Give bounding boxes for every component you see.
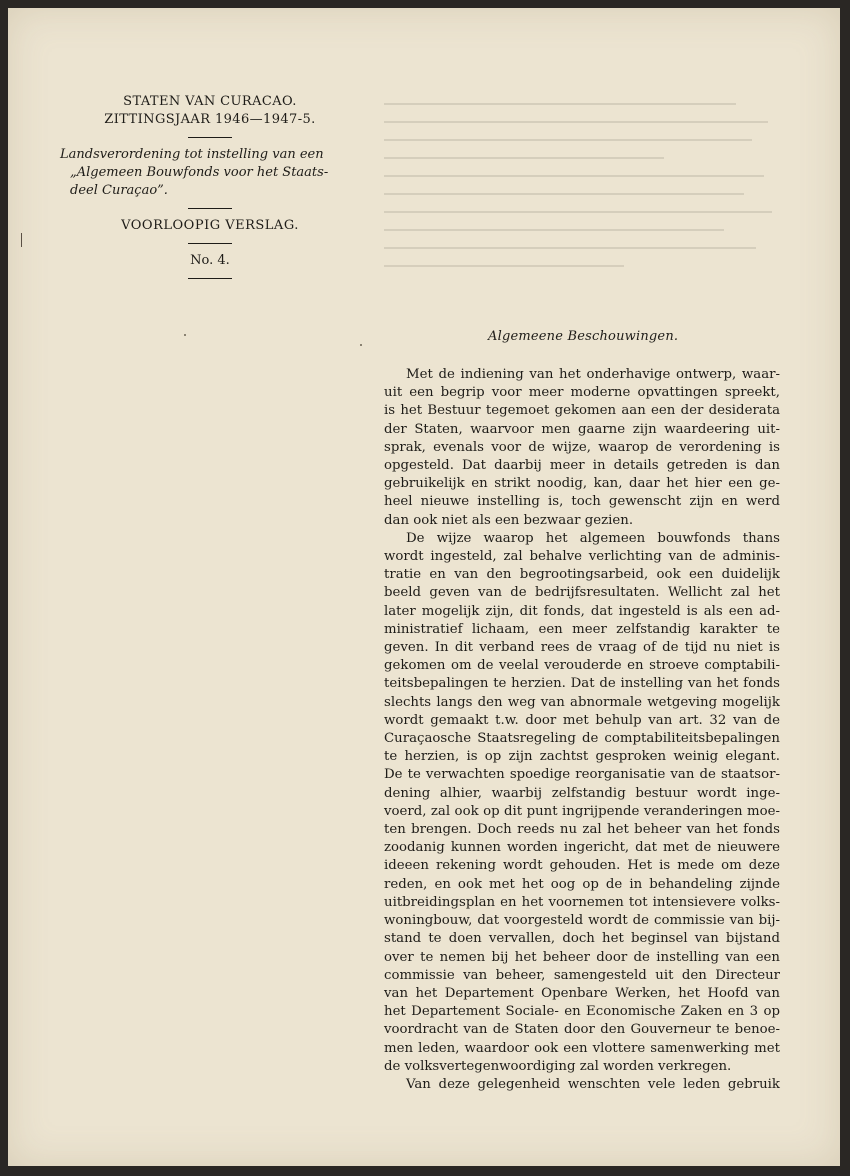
body-line: De wijze waarop het algemeen bouwfonds thans bbox=[406, 530, 780, 546]
divider-rule bbox=[188, 278, 232, 279]
body-line: sprak, evenals voor de wijze, waarop de verordening is bbox=[384, 439, 780, 455]
body-line: later mogelijk zijn, dit fonds, dat ingesteld is als een ad- bbox=[384, 603, 780, 619]
body-line: Met de indiening van het onderhavige ontwerp, waar- bbox=[406, 367, 780, 382]
body-line: der Staten, waarvoor men gaarne zijn waardeering uit- bbox=[384, 421, 780, 437]
divider-rule bbox=[188, 208, 232, 209]
body-line: voerd, zal ook op dit punt ingrijpende veranderingen moe- bbox=[384, 803, 780, 819]
body-line: De te verwachten spoedige reorganisatie van de staatsor- bbox=[384, 767, 780, 783]
body-line: het Departement Sociale- en Economische Zaken en 3 op bbox=[384, 1004, 780, 1020]
divider-rule bbox=[188, 243, 232, 244]
margin-mark bbox=[21, 233, 22, 247]
body-line: Van deze gelegenheid wenschten vele leden gebruik bbox=[406, 1076, 780, 1092]
document-header-block bbox=[60, 93, 360, 287]
body-line: Curaçaosche Staatsregeling de comptabiliteitsbepalingen bbox=[384, 731, 780, 747]
body-line: slechts langs den weg van abnormale wetgeving mogelijk bbox=[384, 694, 780, 710]
header-staten: STATEN VAN CURACAO. bbox=[123, 94, 297, 109]
body-line: heel nieuwe instelling is, toch gewenscht zijn en werd bbox=[384, 494, 780, 510]
body-line: zoodanig kunnen worden ingericht, dat met de nieuwere bbox=[384, 840, 780, 856]
paper-speck bbox=[360, 344, 362, 346]
body-line: ideeen rekening wordt gehouden. Het is mede om deze bbox=[384, 858, 780, 874]
body-line: woningbouw, dat voorgesteld wordt de commissie van bij- bbox=[384, 913, 780, 929]
body-line: stand te doen vervallen, doch het beginsel van bijstand bbox=[384, 931, 780, 947]
subject-line: „Algemeen Bouwfonds voor het Staats- bbox=[70, 165, 329, 180]
body-line: commissie van beheer, samengesteld uit den Directeur bbox=[384, 967, 780, 983]
body-line: van het Departement Openbare Werken, het Hoofd van bbox=[384, 985, 780, 1001]
body-line: ten brengen. Doch reeds nu zal het beheer van het fonds bbox=[384, 822, 780, 838]
paper-speck bbox=[184, 334, 186, 336]
body-line: men leden, waardoor ook een vlottere samenwerking met bbox=[384, 1040, 780, 1056]
body-line: gebruikelijk en strikt noodig, kan, daar het hier een ge- bbox=[384, 476, 780, 492]
subject-title bbox=[60, 146, 360, 200]
body-line: beeld geven van de bedrijfsresultaten. Wellicht zal het bbox=[384, 585, 780, 601]
body-line: uit een begrip voor meer moderne opvattingen spreekt, bbox=[384, 385, 780, 401]
section-heading: Algemeene Beschouwingen. bbox=[488, 329, 679, 344]
body-line: wordt gemaakt t.w. door met behulp van art. 32 van de bbox=[384, 712, 780, 728]
body-line: dan ook niet als een bezwaar gezien. bbox=[384, 512, 634, 528]
subject-line: deel Curaçao”. bbox=[70, 183, 168, 198]
body-line: de volksvertegenwoordiging zal worden verkregen. bbox=[384, 1058, 732, 1074]
report-type: VOORLOOPIG VERSLAG. bbox=[121, 218, 299, 233]
body-line: reden, en ook met het oog op de in behandeling zijnde bbox=[384, 876, 780, 892]
body-line: voordracht van de Staten door den Gouverneur te benoe- bbox=[384, 1022, 780, 1038]
body-line: geven. In dit verband rees de vraag of de tijd nu niet is bbox=[384, 640, 780, 656]
body-line: te herzien, is op zijn zachtst gesproken weinig elegant. bbox=[384, 749, 780, 765]
subject-line: Landsverordening tot instelling van een bbox=[60, 147, 324, 162]
body-line: is het Bestuur tegemoet gekomen aan een der desiderata bbox=[384, 403, 780, 419]
body-line: uitbreidingsplan en het voornemen tot intensievere volks- bbox=[384, 894, 780, 910]
report-number: No. 4. bbox=[190, 253, 230, 268]
body-line: tratie en van den begrootingsarbeid, ook een duidelijk bbox=[384, 567, 780, 583]
body-line: dening alhier, waarbij zelfstandig bestuur wordt inge- bbox=[384, 785, 780, 801]
document-page bbox=[8, 8, 840, 1166]
header-session-year: ZITTINGSJAAR 1946—1947-5. bbox=[104, 112, 316, 127]
body-line: gekomen om de veelal verouderde en stroeve comptabili- bbox=[384, 658, 780, 674]
body-line: wordt ingesteld, zal behalve verlichting van de adminis- bbox=[384, 549, 780, 565]
divider-rule bbox=[188, 137, 232, 138]
body-line: opgesteld. Dat daarbij meer in details getreden is dan bbox=[384, 458, 780, 474]
body-line: over te nemen bij het beheer door de instelling van een bbox=[384, 949, 780, 965]
body-line: ministratief lichaam, een meer zelfstandig karakter te bbox=[384, 621, 780, 637]
body-line: teitsbepalingen te herzien. Dat de instelling van het fonds bbox=[384, 676, 780, 692]
body-text bbox=[384, 366, 780, 1094]
bleed-through-text bbox=[384, 103, 784, 403]
